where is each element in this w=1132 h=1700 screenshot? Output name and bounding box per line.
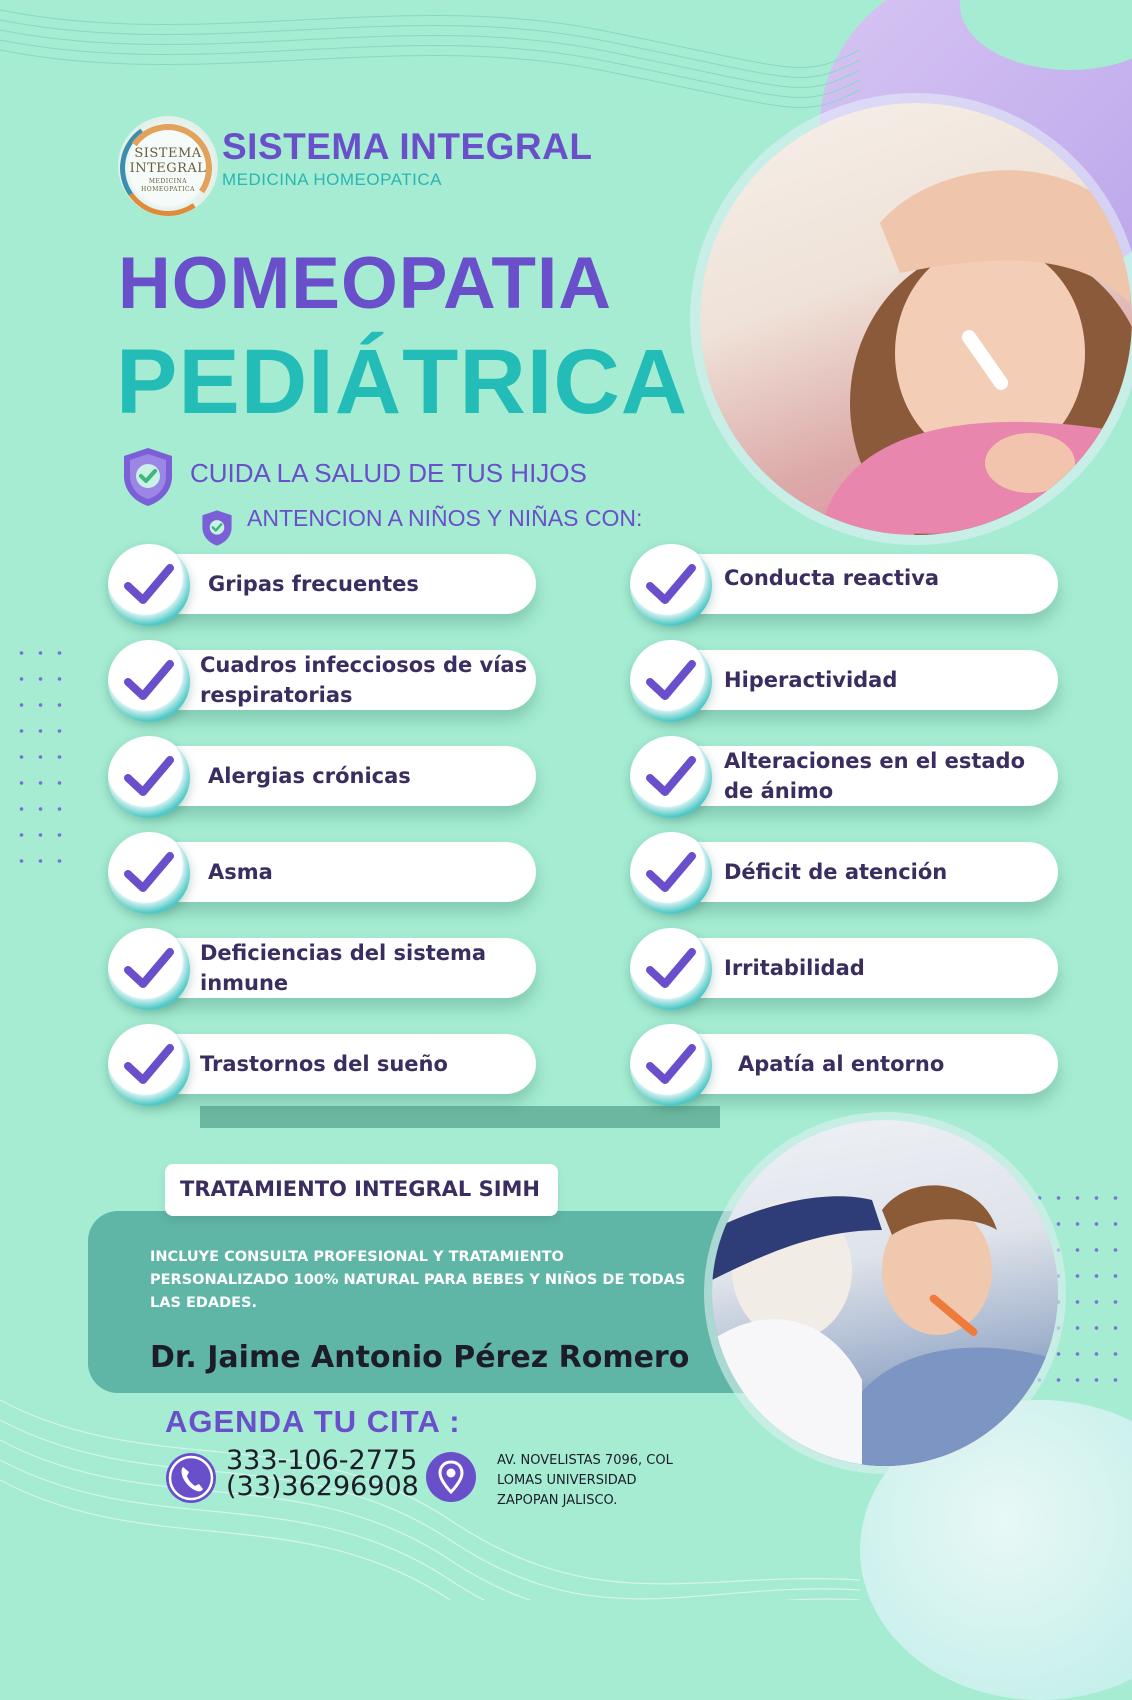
check-icon: [630, 640, 712, 722]
brand-logo: [118, 116, 218, 216]
address-line-2: LOMAS UNIVERSIDAD: [497, 1473, 637, 1488]
logo-text-line2: INTEGRAL: [129, 161, 207, 176]
phone-numbers: [226, 1445, 419, 1502]
condition-label: Hiperactividad: [724, 668, 898, 692]
condition-label: Trastornos del sueño: [200, 1052, 448, 1076]
condition-item-right-4: [630, 838, 1060, 902]
treatment-title: TRATAMIENTO INTEGRAL SIMH: [180, 1177, 541, 1201]
tagline-primary: CUIDA LA SALUD DE TUS HIJOS: [190, 458, 587, 488]
agenda-cta: AGENDA TU CITA :: [165, 1404, 461, 1439]
check-icon: [630, 544, 712, 626]
decorative-waves-top: [0, 0, 860, 110]
condition-item-left-6: [108, 1030, 538, 1094]
condition-item-right-1: [630, 550, 1060, 614]
condition-label: Deficiencias del sistema inmune: [200, 941, 487, 995]
decorative-dot-grid-left: [12, 640, 72, 870]
condition-label: Irritabilidad: [724, 956, 865, 980]
condition-item-right-6: [630, 1030, 1060, 1094]
check-icon: [108, 1024, 190, 1106]
logo-text-line4: HOMEOPATICA: [141, 186, 195, 193]
check-icon: [630, 1024, 712, 1106]
tagline-secondary: ANTENCION A NIÑOS Y NIÑAS CON:: [247, 505, 643, 531]
condition-label: Conducta reactiva: [724, 566, 940, 590]
logo-text-line1: SISTEMA: [134, 146, 202, 161]
condition-item-left-1: [108, 550, 538, 614]
check-icon: [108, 640, 190, 722]
phone-icon: [166, 1453, 216, 1503]
photo-boy-thermometer: [712, 1120, 1058, 1466]
address-line-3: ZAPOPAN JALISCO.: [497, 1493, 618, 1508]
condition-label: Alergias crónicas: [208, 764, 411, 788]
condition-item-right-5: [630, 934, 1060, 998]
headline-line2: PEDIÁTRICA: [116, 331, 689, 433]
check-icon: [630, 928, 712, 1010]
address: [497, 1451, 673, 1511]
brand-subtitle: MEDICINA HOMEOPATICA: [222, 170, 443, 189]
check-icon: [108, 736, 190, 818]
condition-label: Cuadros infecciosos de vías respiratorias: [200, 653, 528, 707]
shield-check-icon: [120, 446, 176, 508]
phone-number-2[interactable]: (33)36296908: [226, 1471, 419, 1502]
condition-item-left-2: [108, 646, 538, 710]
shield-check-icon-small: [200, 509, 234, 547]
photo-child-thermometer: [700, 103, 1132, 535]
check-icon: [108, 544, 190, 626]
address-line-1: AV. NOVELISTAS 7096, COL: [497, 1453, 673, 1468]
condition-item-right-3: [630, 742, 1060, 806]
brand-title: SISTEMA INTEGRAL: [222, 126, 593, 167]
logo-text-line3: MEDICINA: [148, 178, 188, 185]
condition-item-left-4: [108, 838, 538, 902]
check-icon: [630, 832, 712, 914]
condition-item-right-2: [630, 646, 1060, 710]
phone-number-1[interactable]: 333-106-2775: [226, 1445, 418, 1476]
condition-label: Apatía al entorno: [738, 1052, 945, 1076]
headline-line1: HOMEOPATIA: [118, 243, 612, 324]
treatment-description: INCLUYE CONSULTA PROFESIONAL Y TRATAMIENTO PERSONALIZADO 100% NATURAL PARA BEBES Y NIÑOS DE TODAS LAS EDADES.: [150, 1249, 686, 1311]
condition-label: Asma: [208, 860, 273, 884]
doctor-name: Dr. Jaime Antonio Pérez Romero: [150, 1340, 690, 1375]
check-icon: [108, 928, 190, 1010]
map-pin-icon: [426, 1452, 476, 1502]
condition-label: Déficit de atención: [724, 860, 948, 884]
decorative-shadow-bar: [200, 1106, 720, 1128]
check-icon: [108, 832, 190, 914]
condition-item-left-3: [108, 742, 538, 806]
condition-label: Alteraciones en el estado de ánimo: [724, 749, 1026, 803]
condition-label: Gripas frecuentes: [208, 572, 419, 596]
check-icon: [630, 736, 712, 818]
condition-item-left-5: [108, 934, 538, 998]
